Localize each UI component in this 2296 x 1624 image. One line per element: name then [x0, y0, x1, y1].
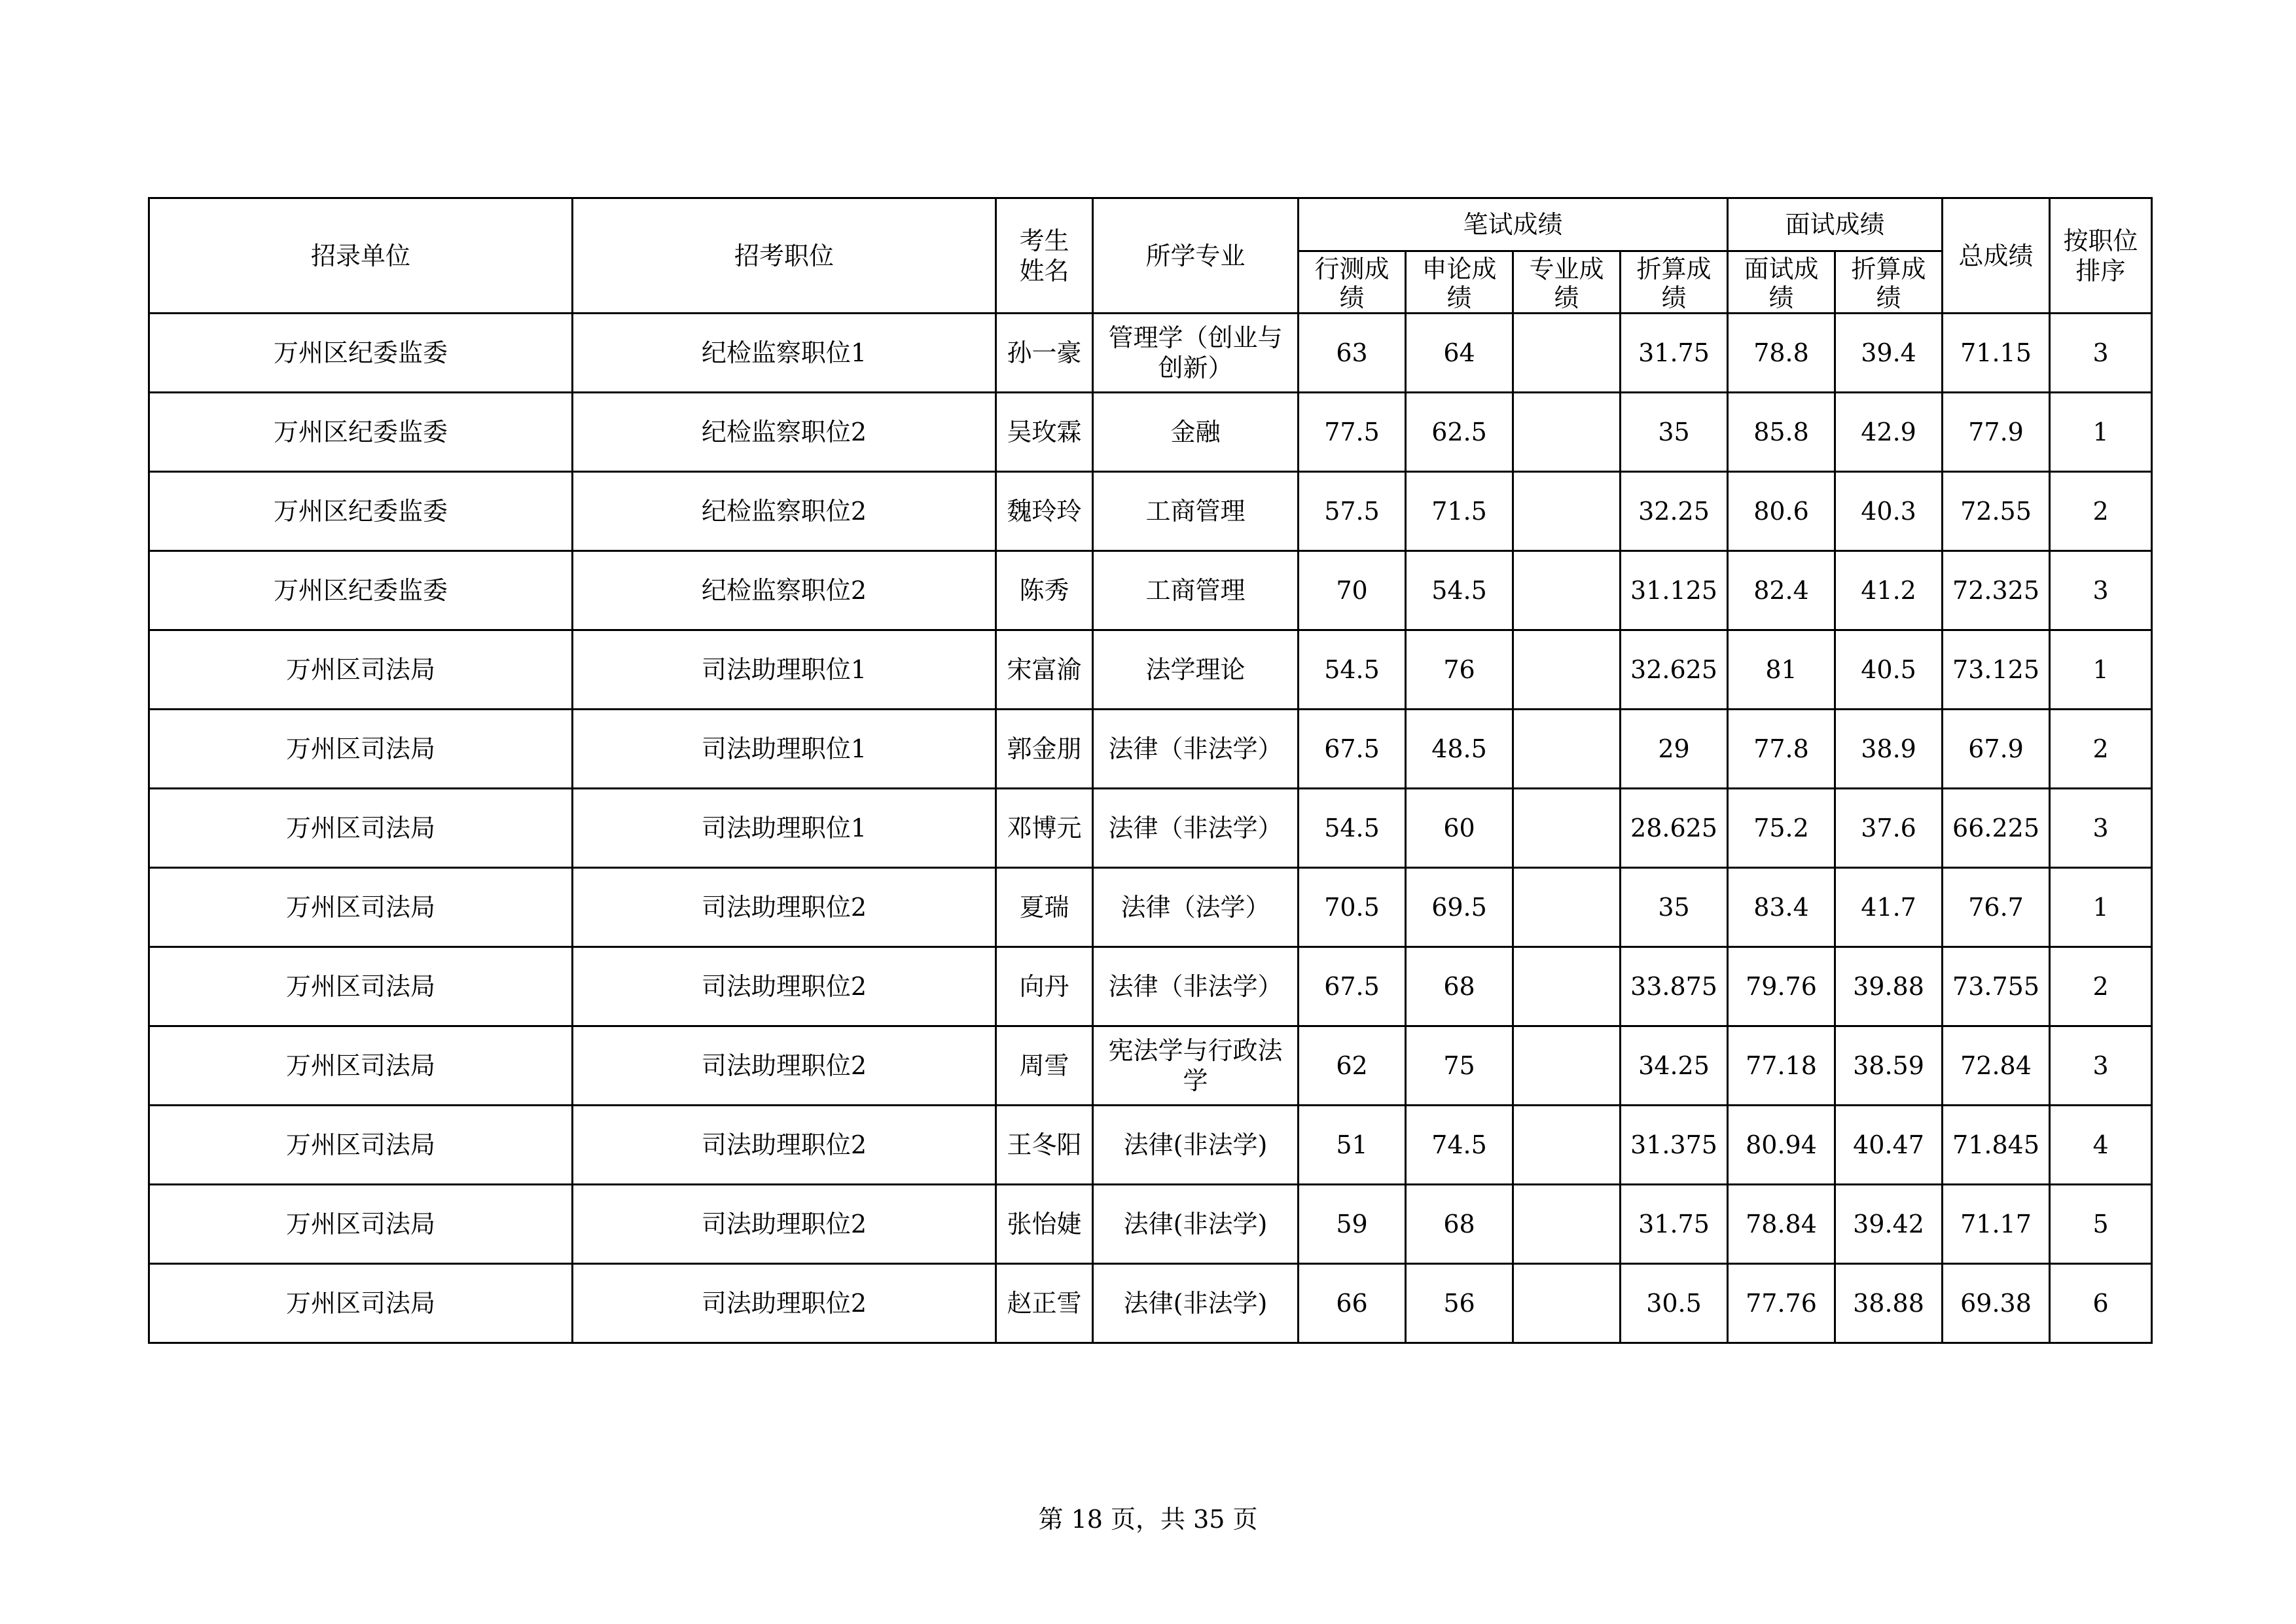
- cell-shenlun: 54.5: [1406, 551, 1513, 630]
- cell-shenlun: 74.5: [1406, 1106, 1513, 1185]
- cell-position: 纪检监察职位2: [573, 393, 996, 472]
- cell-unit: 万州区纪委监委: [149, 393, 573, 472]
- cell-shenlun: 60: [1406, 789, 1513, 868]
- cell-unit: 万州区司法局: [149, 1185, 573, 1264]
- cell-interview-score: 79.76: [1728, 947, 1835, 1026]
- cell-interview-score: 78.84: [1728, 1185, 1835, 1264]
- cell-zhuanye: [1513, 1106, 1621, 1185]
- cell-major: 法律（非法学）: [1093, 710, 1299, 789]
- cell-written-converted: 32.625: [1621, 630, 1728, 710]
- cell-interview-converted: 38.88: [1835, 1264, 1943, 1343]
- cell-interview-score: 85.8: [1728, 393, 1835, 472]
- cell-xingce: 77.5: [1299, 393, 1406, 472]
- header-rank: 按职位 排序: [2050, 198, 2152, 314]
- header-position: 招考职位: [573, 198, 996, 314]
- cell-major: 法律(非法学): [1093, 1264, 1299, 1343]
- table-row: [149, 1106, 2152, 1185]
- table-row: [149, 789, 2152, 868]
- cell-major: 法律（非法学）: [1093, 789, 1299, 868]
- cell-written-converted: 35: [1621, 393, 1728, 472]
- cell-interview-score: 81: [1728, 630, 1835, 710]
- cell-position: 司法助理职位1: [573, 789, 996, 868]
- cell-name: 陈秀: [996, 551, 1093, 630]
- cell-shenlun: 76: [1406, 630, 1513, 710]
- cell-xingce: 51: [1299, 1106, 1406, 1185]
- table-row: [149, 947, 2152, 1026]
- cell-zhuanye: [1513, 551, 1621, 630]
- cell-name: 邓博元: [996, 789, 1093, 868]
- cell-position: 司法助理职位2: [573, 1026, 996, 1106]
- cell-interview-converted: 41.7: [1835, 868, 1943, 947]
- cell-zhuanye: [1513, 1185, 1621, 1264]
- cell-interview-converted: 40.5: [1835, 630, 1943, 710]
- cell-rank: 1: [2050, 630, 2152, 710]
- cell-total: 73.125: [1943, 630, 2050, 710]
- cell-interview-score: 77.18: [1728, 1026, 1835, 1106]
- cell-xingce: 62: [1299, 1026, 1406, 1106]
- cell-rank: 6: [2050, 1264, 2152, 1343]
- cell-rank: 3: [2050, 1026, 2152, 1106]
- cell-unit: 万州区司法局: [149, 1026, 573, 1106]
- cell-xingce: 54.5: [1299, 630, 1406, 710]
- cell-interview-converted: 37.6: [1835, 789, 1943, 868]
- header-interview-group: 面试成绩: [1728, 198, 1943, 251]
- cell-total: 69.38: [1943, 1264, 2050, 1343]
- cell-total: 72.325: [1943, 551, 2050, 630]
- cell-unit: 万州区司法局: [149, 710, 573, 789]
- cell-interview-score: 78.8: [1728, 314, 1835, 393]
- cell-rank: 2: [2050, 710, 2152, 789]
- cell-total: 67.9: [1943, 710, 2050, 789]
- cell-shenlun: 69.5: [1406, 868, 1513, 947]
- cell-rank: 1: [2050, 868, 2152, 947]
- cell-xingce: 70.5: [1299, 868, 1406, 947]
- cell-shenlun: 48.5: [1406, 710, 1513, 789]
- table-body: [149, 314, 2152, 1343]
- table-row: [149, 1264, 2152, 1343]
- cell-unit: 万州区司法局: [149, 868, 573, 947]
- cell-rank: 2: [2050, 472, 2152, 551]
- header-zhuanye: 专业成 绩: [1513, 251, 1621, 314]
- header-written-converted: 折算成 绩: [1621, 251, 1728, 314]
- cell-major: 法学理论: [1093, 630, 1299, 710]
- cell-unit: 万州区纪委监委: [149, 472, 573, 551]
- table-row: [149, 1026, 2152, 1106]
- cell-zhuanye: [1513, 868, 1621, 947]
- cell-zhuanye: [1513, 947, 1621, 1026]
- cell-shenlun: 68: [1406, 947, 1513, 1026]
- cell-position: 纪检监察职位2: [573, 472, 996, 551]
- cell-shenlun: 62.5: [1406, 393, 1513, 472]
- cell-shenlun: 71.5: [1406, 472, 1513, 551]
- cell-written-converted: 33.875: [1621, 947, 1728, 1026]
- cell-major: 工商管理: [1093, 472, 1299, 551]
- cell-position: 纪检监察职位2: [573, 551, 996, 630]
- cell-total: 77.9: [1943, 393, 2050, 472]
- table-row: [149, 868, 2152, 947]
- header-total: 总成绩: [1943, 198, 2050, 314]
- cell-interview-score: 75.2: [1728, 789, 1835, 868]
- cell-unit: 万州区司法局: [149, 1264, 573, 1343]
- cell-major: 金融: [1093, 393, 1299, 472]
- cell-rank: 2: [2050, 947, 2152, 1026]
- cell-unit: 万州区纪委监委: [149, 314, 573, 393]
- header-shenlun: 申论成 绩: [1406, 251, 1513, 314]
- cell-rank: 3: [2050, 314, 2152, 393]
- cell-name: 张怡婕: [996, 1185, 1093, 1264]
- header-major: 所学专业: [1093, 198, 1299, 314]
- cell-position: 司法助理职位2: [573, 1264, 996, 1343]
- cell-total: 72.84: [1943, 1026, 2050, 1106]
- table-header: [149, 198, 2152, 314]
- cell-position: 司法助理职位2: [573, 868, 996, 947]
- cell-position: 司法助理职位2: [573, 1106, 996, 1185]
- cell-name: 魏玲玲: [996, 472, 1093, 551]
- table-row: [149, 1185, 2152, 1264]
- cell-interview-converted: 39.4: [1835, 314, 1943, 393]
- cell-rank: 3: [2050, 551, 2152, 630]
- cell-xingce: 59: [1299, 1185, 1406, 1264]
- table-row: [149, 393, 2152, 472]
- cell-xingce: 67.5: [1299, 710, 1406, 789]
- cell-interview-score: 83.4: [1728, 868, 1835, 947]
- cell-interview-converted: 40.3: [1835, 472, 1943, 551]
- cell-interview-converted: 38.9: [1835, 710, 1943, 789]
- cell-name: 向丹: [996, 947, 1093, 1026]
- cell-major: 法律（法学）: [1093, 868, 1299, 947]
- cell-interview-score: 80.94: [1728, 1106, 1835, 1185]
- cell-total: 71.15: [1943, 314, 2050, 393]
- cell-interview-converted: 39.42: [1835, 1185, 1943, 1264]
- cell-shenlun: 75: [1406, 1026, 1513, 1106]
- cell-written-converted: 31.75: [1621, 314, 1728, 393]
- cell-major: 宪法学与行政法 学: [1093, 1026, 1299, 1106]
- cell-name: 王冬阳: [996, 1106, 1093, 1185]
- cell-xingce: 67.5: [1299, 947, 1406, 1026]
- cell-written-converted: 28.625: [1621, 789, 1728, 868]
- page-number: 第 18 页，共 35 页: [1038, 1505, 1258, 1534]
- cell-interview-converted: 41.2: [1835, 551, 1943, 630]
- cell-interview-converted: 42.9: [1835, 393, 1943, 472]
- cell-unit: 万州区司法局: [149, 630, 573, 710]
- cell-interview-score: 80.6: [1728, 472, 1835, 551]
- cell-position: 司法助理职位1: [573, 710, 996, 789]
- cell-shenlun: 64: [1406, 314, 1513, 393]
- cell-name: 赵正雪: [996, 1264, 1093, 1343]
- header-interview-score: 面试成 绩: [1728, 251, 1835, 314]
- cell-zhuanye: [1513, 472, 1621, 551]
- cell-unit: 万州区司法局: [149, 789, 573, 868]
- cell-total: 72.55: [1943, 472, 2050, 551]
- cell-total: 71.17: [1943, 1185, 2050, 1264]
- table-row: [149, 314, 2152, 393]
- table-row: [149, 710, 2152, 789]
- cell-name: 郭金朋: [996, 710, 1093, 789]
- cell-total: 66.225: [1943, 789, 2050, 868]
- cell-zhuanye: [1513, 1264, 1621, 1343]
- cell-zhuanye: [1513, 630, 1621, 710]
- cell-written-converted: 30.5: [1621, 1264, 1728, 1343]
- cell-unit: 万州区司法局: [149, 1106, 573, 1185]
- cell-major: 法律(非法学): [1093, 1106, 1299, 1185]
- cell-name: 夏瑞: [996, 868, 1093, 947]
- cell-shenlun: 56: [1406, 1264, 1513, 1343]
- header-xingce: 行测成 绩: [1299, 251, 1406, 314]
- cell-unit: 万州区司法局: [149, 947, 573, 1026]
- cell-major: 法律(非法学): [1093, 1185, 1299, 1264]
- table-row: [149, 472, 2152, 551]
- cell-xingce: 54.5: [1299, 789, 1406, 868]
- cell-total: 73.755: [1943, 947, 2050, 1026]
- cell-name: 宋富渝: [996, 630, 1093, 710]
- table-row: [149, 630, 2152, 710]
- cell-major: 法律（非法学）: [1093, 947, 1299, 1026]
- table-row: [149, 551, 2152, 630]
- cell-written-converted: 32.25: [1621, 472, 1728, 551]
- cell-written-converted: 31.75: [1621, 1185, 1728, 1264]
- cell-major: 工商管理: [1093, 551, 1299, 630]
- cell-zhuanye: [1513, 314, 1621, 393]
- cell-rank: 4: [2050, 1106, 2152, 1185]
- header-name: 考生 姓名: [996, 198, 1093, 314]
- cell-xingce: 70: [1299, 551, 1406, 630]
- cell-rank: 1: [2050, 393, 2152, 472]
- header-unit: 招录单位: [149, 198, 573, 314]
- cell-position: 司法助理职位2: [573, 947, 996, 1026]
- header-interview-converted: 折算成 绩: [1835, 251, 1943, 314]
- cell-major: 管理学（创业与 创新）: [1093, 314, 1299, 393]
- cell-xingce: 66: [1299, 1264, 1406, 1343]
- cell-written-converted: 29: [1621, 710, 1728, 789]
- cell-name: 周雪: [996, 1026, 1093, 1106]
- cell-zhuanye: [1513, 789, 1621, 868]
- cell-position: 司法助理职位1: [573, 630, 996, 710]
- cell-interview-score: 77.8: [1728, 710, 1835, 789]
- cell-interview-score: 82.4: [1728, 551, 1835, 630]
- cell-xingce: 57.5: [1299, 472, 1406, 551]
- cell-position: 司法助理职位2: [573, 1185, 996, 1264]
- cell-rank: 3: [2050, 789, 2152, 868]
- score-table: [148, 197, 2153, 1344]
- cell-name: 吴玫霖: [996, 393, 1093, 472]
- cell-interview-score: 77.76: [1728, 1264, 1835, 1343]
- cell-unit: 万州区纪委监委: [149, 551, 573, 630]
- cell-zhuanye: [1513, 1026, 1621, 1106]
- cell-total: 76.7: [1943, 868, 2050, 947]
- cell-written-converted: 31.375: [1621, 1106, 1728, 1185]
- header-written-group: 笔试成绩: [1299, 198, 1728, 251]
- cell-xingce: 63: [1299, 314, 1406, 393]
- cell-zhuanye: [1513, 710, 1621, 789]
- cell-written-converted: 35: [1621, 868, 1728, 947]
- cell-written-converted: 34.25: [1621, 1026, 1728, 1106]
- cell-rank: 5: [2050, 1185, 2152, 1264]
- cell-name: 孙一豪: [996, 314, 1093, 393]
- cell-total: 71.845: [1943, 1106, 2050, 1185]
- cell-interview-converted: 39.88: [1835, 947, 1943, 1026]
- cell-written-converted: 31.125: [1621, 551, 1728, 630]
- cell-zhuanye: [1513, 393, 1621, 472]
- cell-shenlun: 68: [1406, 1185, 1513, 1264]
- cell-interview-converted: 40.47: [1835, 1106, 1943, 1185]
- cell-position: 纪检监察职位1: [573, 314, 996, 393]
- cell-interview-converted: 38.59: [1835, 1026, 1943, 1106]
